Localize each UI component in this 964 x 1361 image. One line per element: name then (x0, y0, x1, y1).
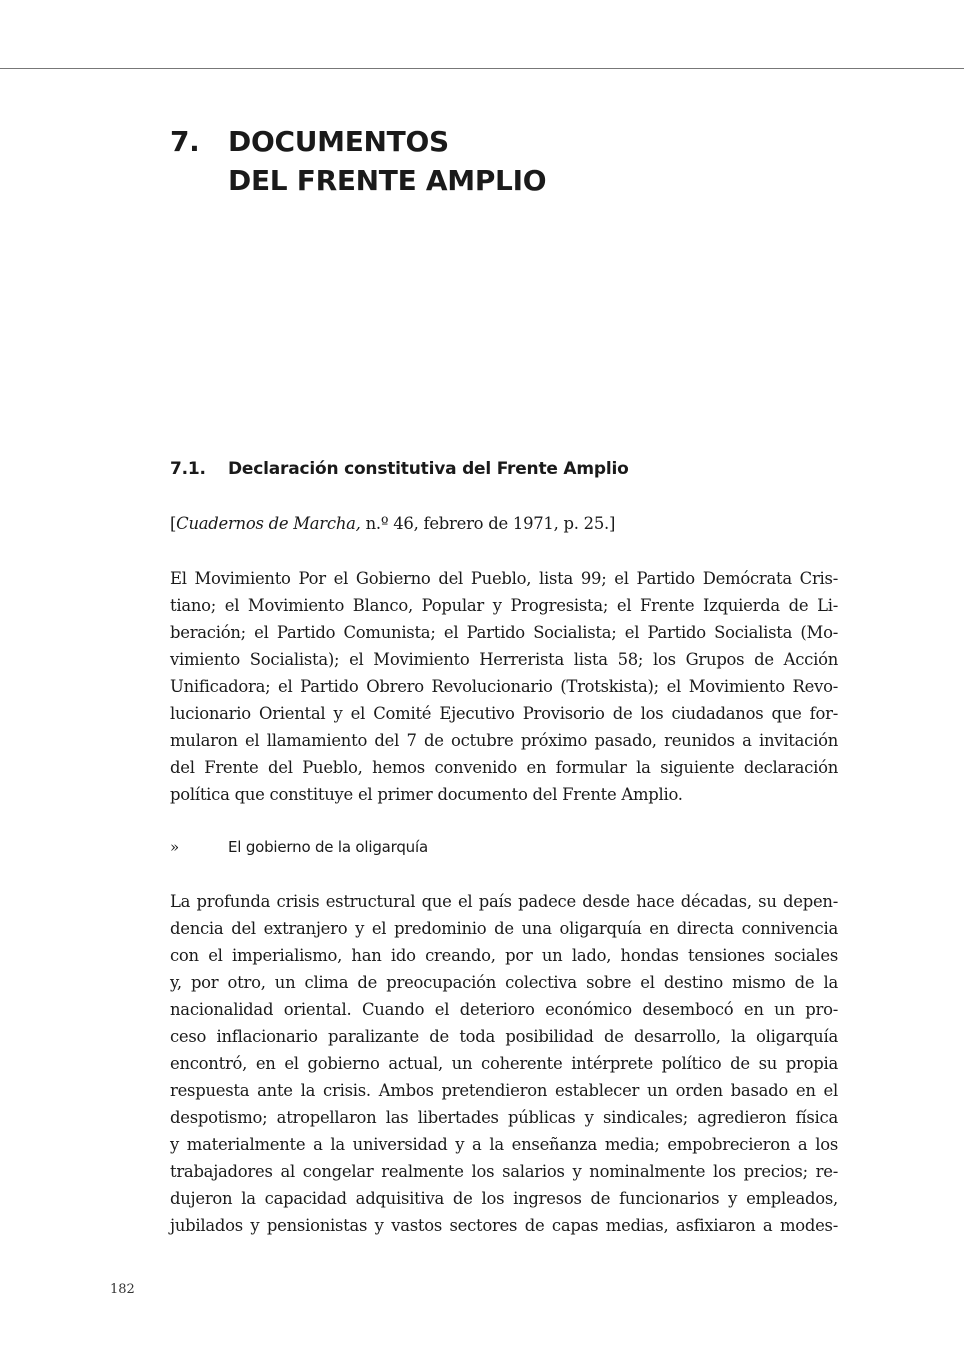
text-line: y materialmente a la universidad y a la enseñanza media; empobrecieron a los (170, 1135, 838, 1154)
text-line: encontró, en el gobierno actual, un coherente intérprete político de su propia (170, 1054, 838, 1073)
text-line: nacionalidad oriental. Cuando el deterioro económico desembocó en un pro- (170, 1000, 838, 1019)
text-line: despotismo; atropellaron las libertades públicas y sindicales; agredieron física (170, 1108, 838, 1127)
text-line: jubilados y pensionistas y vastos sectores de capas medias, asfixiaron a modes- (170, 1216, 838, 1235)
source-details: n.º 46, febrero de 1971, p. 25.] (360, 514, 616, 533)
text-line: dujeron la capacidad adquisitiva de los ingresos de funcionarios y empleados, (170, 1189, 838, 1208)
subheading-title: El gobierno de la oligarquía (228, 838, 428, 856)
text-line: tiano; el Movimiento Blanco, Popular y Progresista; el Frente Izquierda de Li- (170, 596, 838, 615)
text-line: del Frente del Pueblo, hemos convenido en formular la siguiente declaración (170, 758, 838, 777)
text-line: vimiento Socialista); el Movimiento Herrerista lista 58; los Grupos de Acción (170, 650, 838, 669)
source-citation-line (170, 510, 838, 537)
section-title: Declaración constitutiva del Frente Amplio (228, 459, 629, 479)
text-line: trabajadores al congelar realmente los salarios y nominalmente los precios; re- (170, 1162, 838, 1181)
chapter-title-line: DOCUMENTOS (228, 125, 449, 158)
source-citation (170, 510, 838, 537)
text-line: Unificadora; el Partido Obrero Revolucionario (Trotskista); el Movimiento Revo- (170, 677, 838, 696)
text-line: beración; el Partido Comunista; el Partido Socialista; el Partido Socialista (Mo- (170, 623, 838, 642)
chapter-number: 7. (170, 125, 200, 158)
source-open-bracket: [ (170, 514, 177, 533)
text-line: lucionario Oriental y el Comité Ejecutivo Provisorio de los ciudadanos que for- (170, 704, 838, 723)
chapter-title-line: DEL FRENTE AMPLIO (228, 164, 547, 197)
text-line: El Movimiento Por el Gobierno del Pueblo, lista 99; el Partido Demócrata Cris- (170, 569, 838, 588)
top-rule (0, 68, 964, 69)
paragraph-intro (170, 565, 838, 808)
text-line: mularon el llamamiento del 7 de octubre próximo pasado, reunidos a invitación (170, 731, 838, 750)
chapter-title-text (228, 122, 788, 200)
text-line: dencia del extranjero y el predominio de una oligarquía en directa connivencia (170, 919, 838, 938)
text-line: ceso inflacionario paralizante de toda posibilidad de desarrollo, la oligarquía (170, 1027, 838, 1046)
text-line: política que constituye el primer documento del Frente Amplio. (170, 785, 683, 804)
paragraph-oligarchy (170, 888, 838, 1239)
text-line: con el imperialismo, han ido creando, por un lado, hondas tensiones sociales (170, 946, 838, 965)
subheading-marker: » (170, 838, 180, 856)
text-line: La profunda crisis estructural que el país padece desde hace décadas, su depen- (170, 892, 838, 911)
text-line: respuesta ante la crisis. Ambos pretendieron establecer un orden basado en el (170, 1081, 838, 1100)
source-title: Cuadernos de Marcha, (176, 514, 361, 533)
section-number: 7.1. (170, 459, 206, 479)
text-line: y, por otro, un clima de preocupación colectiva sobre el destino mismo de la (170, 973, 838, 992)
page-number: 182 (110, 1282, 135, 1297)
